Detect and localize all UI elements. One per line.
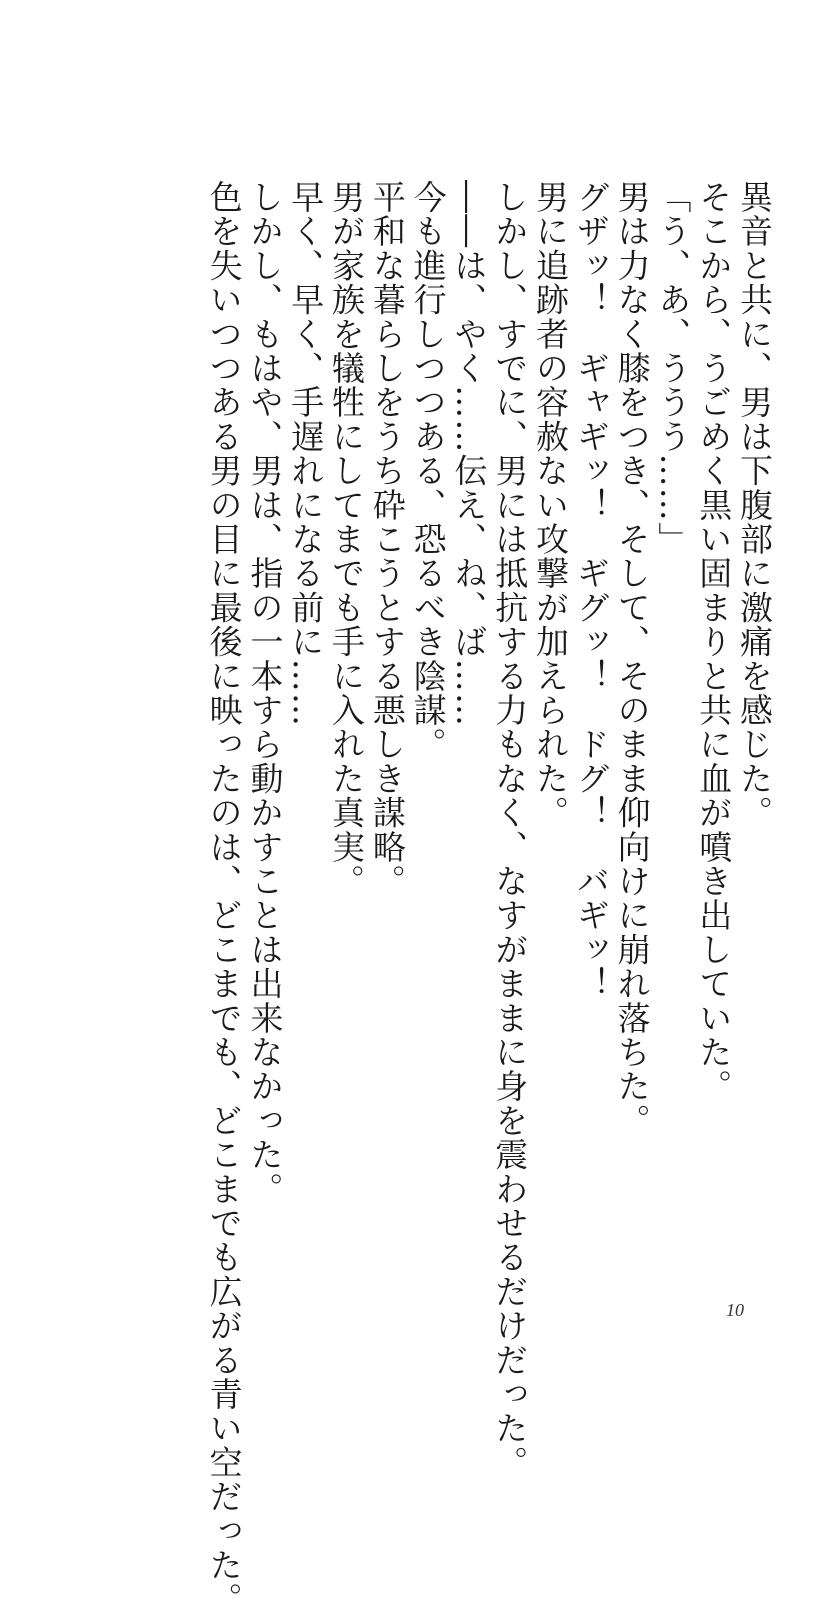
text-line: 今も進行しつつある、恐るべき陰謀。 — [408, 180, 448, 762]
text-line: 色を失いつつある男の目に最後に映ったのは、どこまでも、どこまでも広がる青い空だった。 — [204, 180, 244, 1616]
text-line: 「う、あ、ううう……」 — [653, 180, 693, 557]
text-line: 男に追跡者の容赦ない攻撃が加えられた。 — [531, 180, 571, 830]
text-line: 男が家族を犠牲にしてまでも手に入れた真実。 — [327, 180, 367, 899]
page-number: 10 — [726, 1300, 744, 1320]
text-line: グザッ！ ギャギッ！ ギグッ！ ドグ！ バギッ！ — [571, 180, 611, 1001]
text-line: 異音と共に、男は下腹部に激痛を感じた。 — [735, 180, 774, 830]
text-line: そこから、うごめく黒い固まりと共に血が噴き出していた。 — [694, 180, 734, 1104]
text-line: 男は力なく膝をつき、そして、そのまま仰向けに崩れ落ちた。 — [612, 180, 652, 1138]
text-line: 早く、早く、手遅れになる前に…… — [286, 180, 326, 728]
text-line: 平和な暮らしをうち砕こうとする悪しき謀略。 — [367, 180, 407, 899]
text-line: しかし、すでに、男には抵抗する力もなく、なすがままに身を震わせるだけだった。 — [490, 180, 530, 1480]
text-line: ――は、やく……伝え、ね、ば…… — [449, 180, 489, 728]
text-line: しかし、もはや、男は、指の一本すら動かすことは出来なかった。 — [245, 180, 285, 1206]
